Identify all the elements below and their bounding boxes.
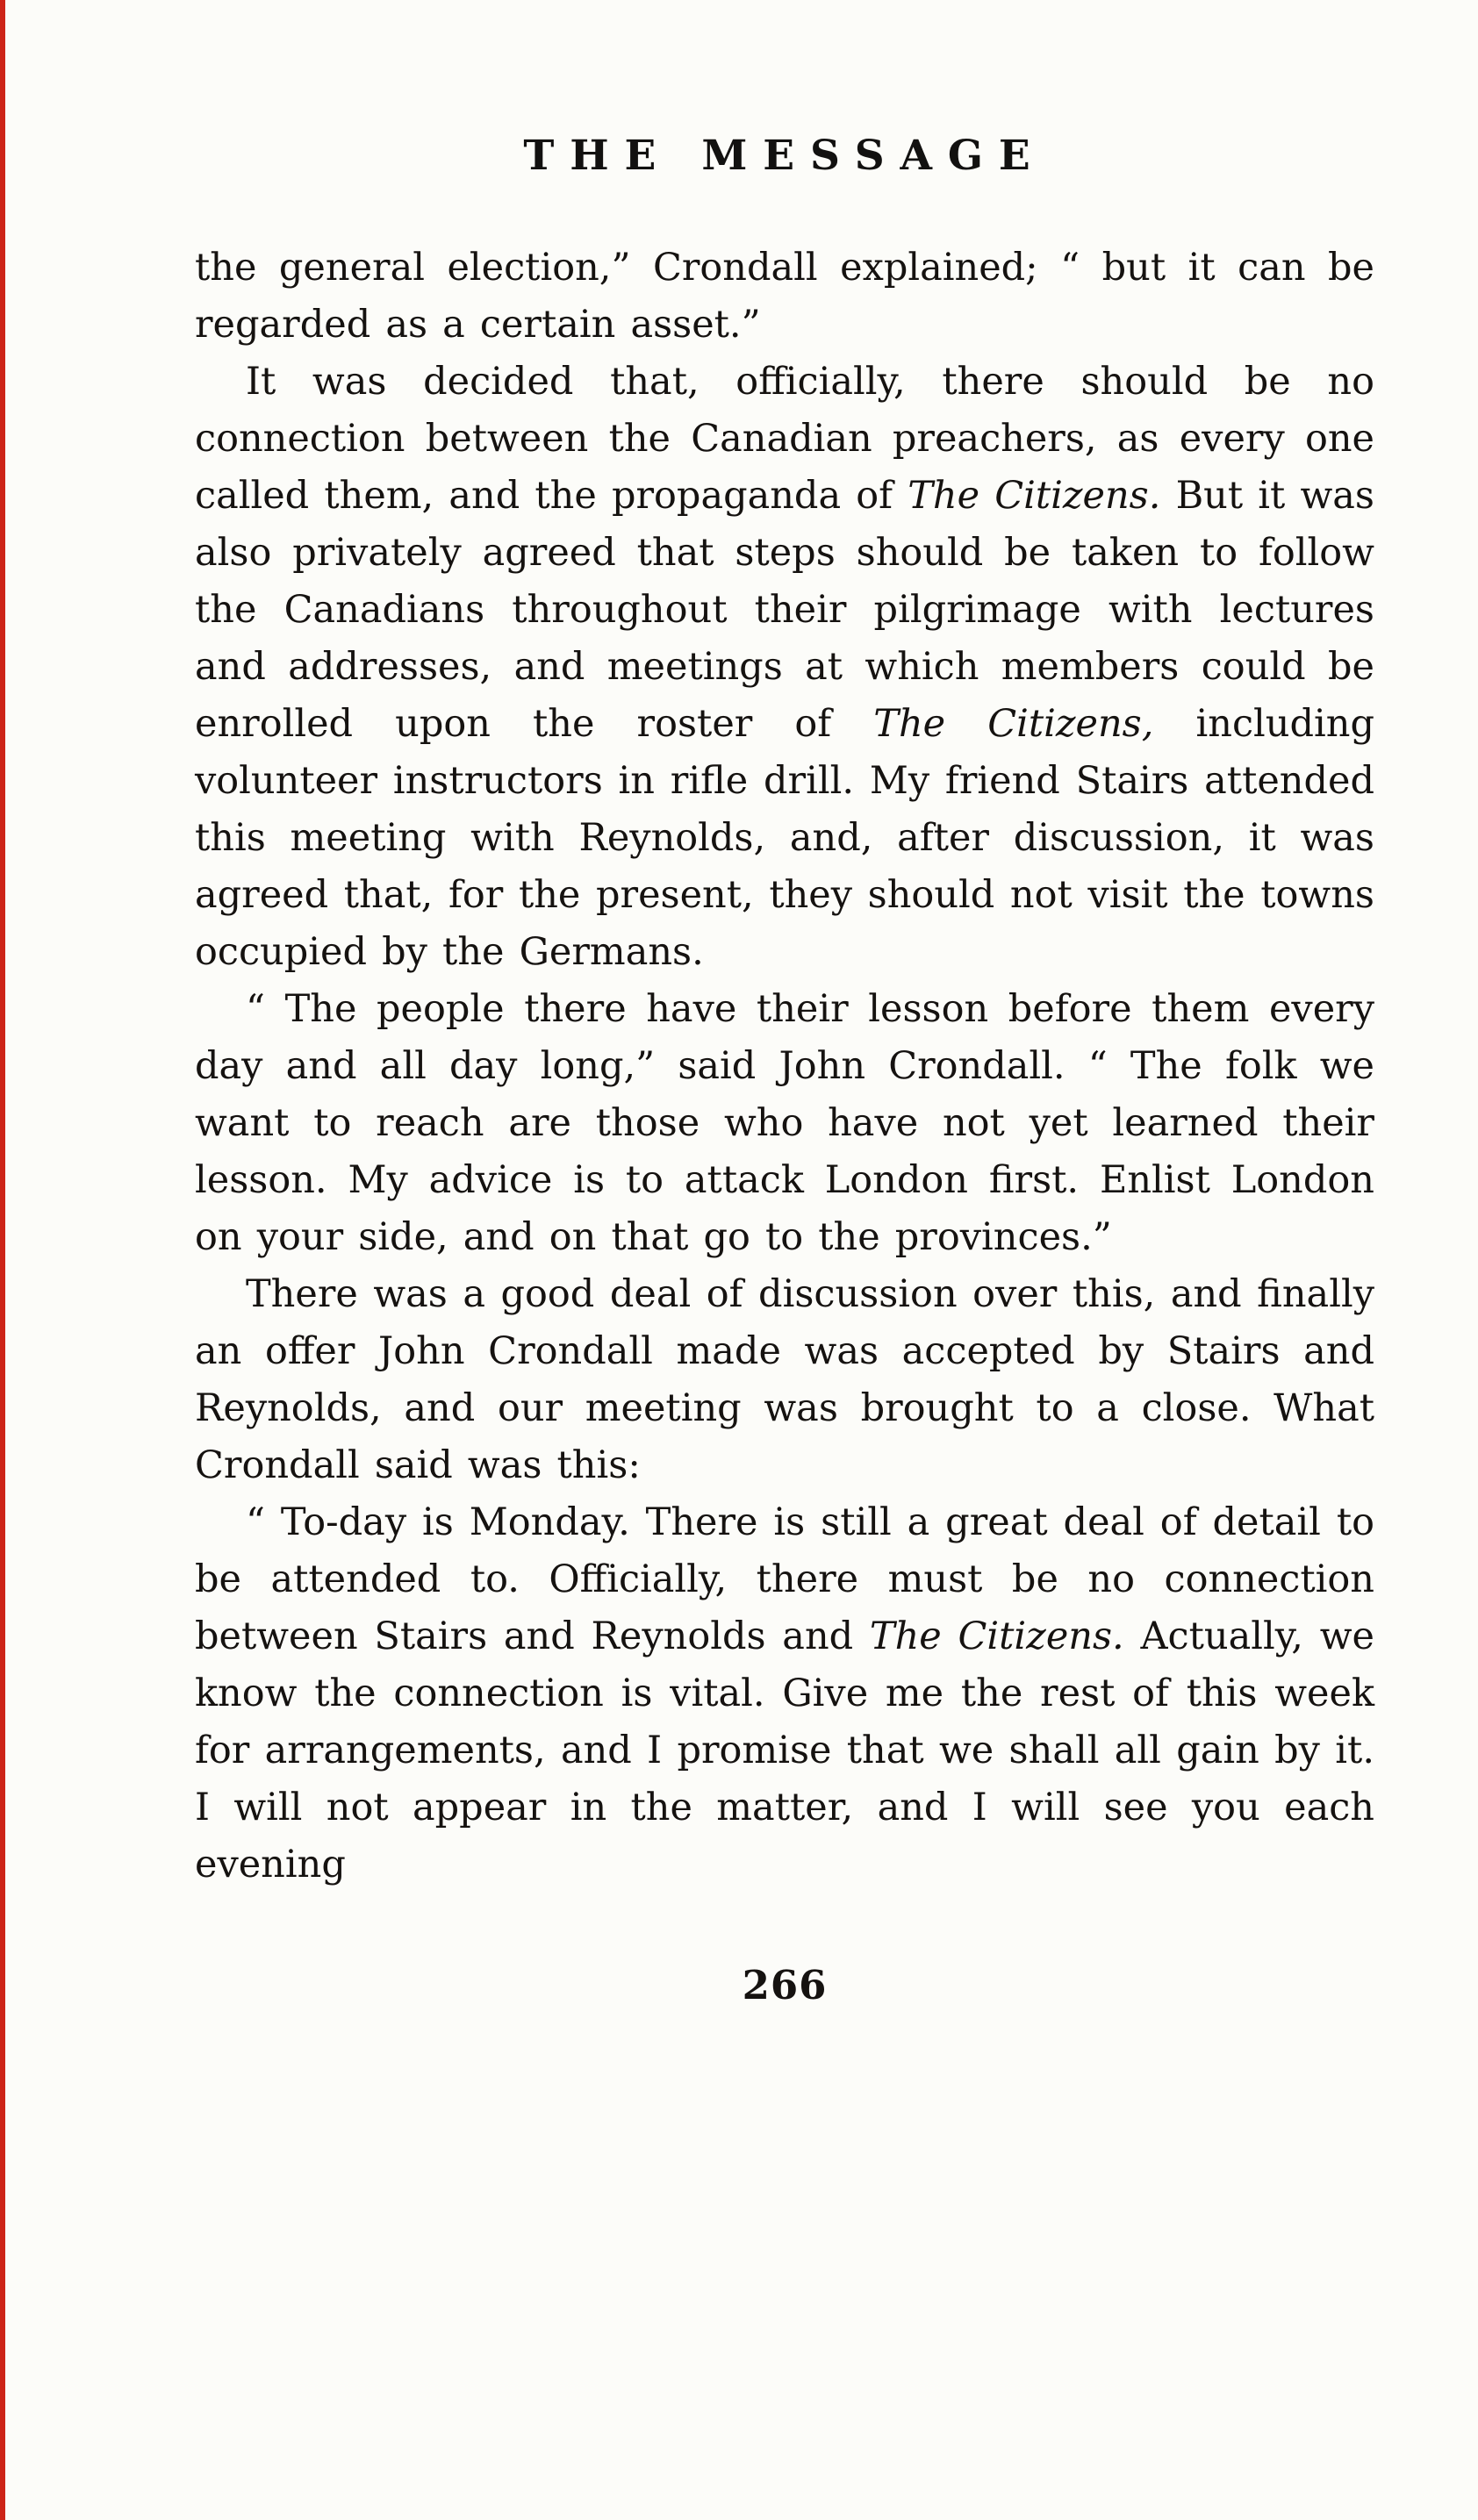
book-page [195,132,1374,2008]
text-segment: But it was also privately agreed that steps should be taken to follow the Canadians throughout their pilgrimage with lectures and addresses, and meetings at which members could be enrolled upon the roster of [195,474,1374,746]
text-segment: “ To-day is Monday. There is still a great deal of detail to be attended to. Officially, there must be no connection between Stairs and Reynolds and [195,1500,1374,1658]
text-segment: There was a good deal of discussion over this, and finally an offer John Crondall made was accepted by Stairs and Reynolds, and our meeting was brought to a close. What Crondall said was this: [195,1272,1374,1487]
paragraph [195,1266,1374,1494]
page-title: THE MESSAGE [523,132,1046,180]
paragraph [195,981,1374,1266]
page-number: 266 [742,1962,828,2008]
paragraph [195,240,1374,354]
text-segment: including volunteer instructors in rifle drill. My friend Stairs attended this meeting with Reynolds, and, after discussion, it was agreed that, for the present, they should not visit the towns occupied by the Germans. [195,702,1374,974]
paragraph [195,1494,1374,1894]
italic-book-title: The Citizens. [908,474,1161,518]
paragraph [195,354,1374,981]
italic-book-title: The Citizens. [869,1614,1124,1658]
text-segment: the general election,” Crondall explained; “ but it can be regarded as a certain asset.” [195,246,1374,347]
italic-book-title: The Citizens, [873,702,1154,746]
text-segment: Actually, we know the connection is vital. Give me the rest of this week for arrangements, and I promise that we shall all gain by it. I will not appear in the matter, and I will see you each evening [195,1614,1374,1886]
scan-edge-artifact [0,0,5,2520]
text-segment: It was decided that, officially, there should be no connection between the Canadian preachers, as every one called them, and the propaganda of [195,360,1374,518]
page-body [195,240,1374,1894]
text-segment: “ The people there have their lesson before them every day and all day long,” said John Crondall. “ The folk we want to reach are those who have not yet learned their lesson. My advice is to attack London first. Enlist London on your side, and on that go to the provinces.” [195,987,1374,1259]
